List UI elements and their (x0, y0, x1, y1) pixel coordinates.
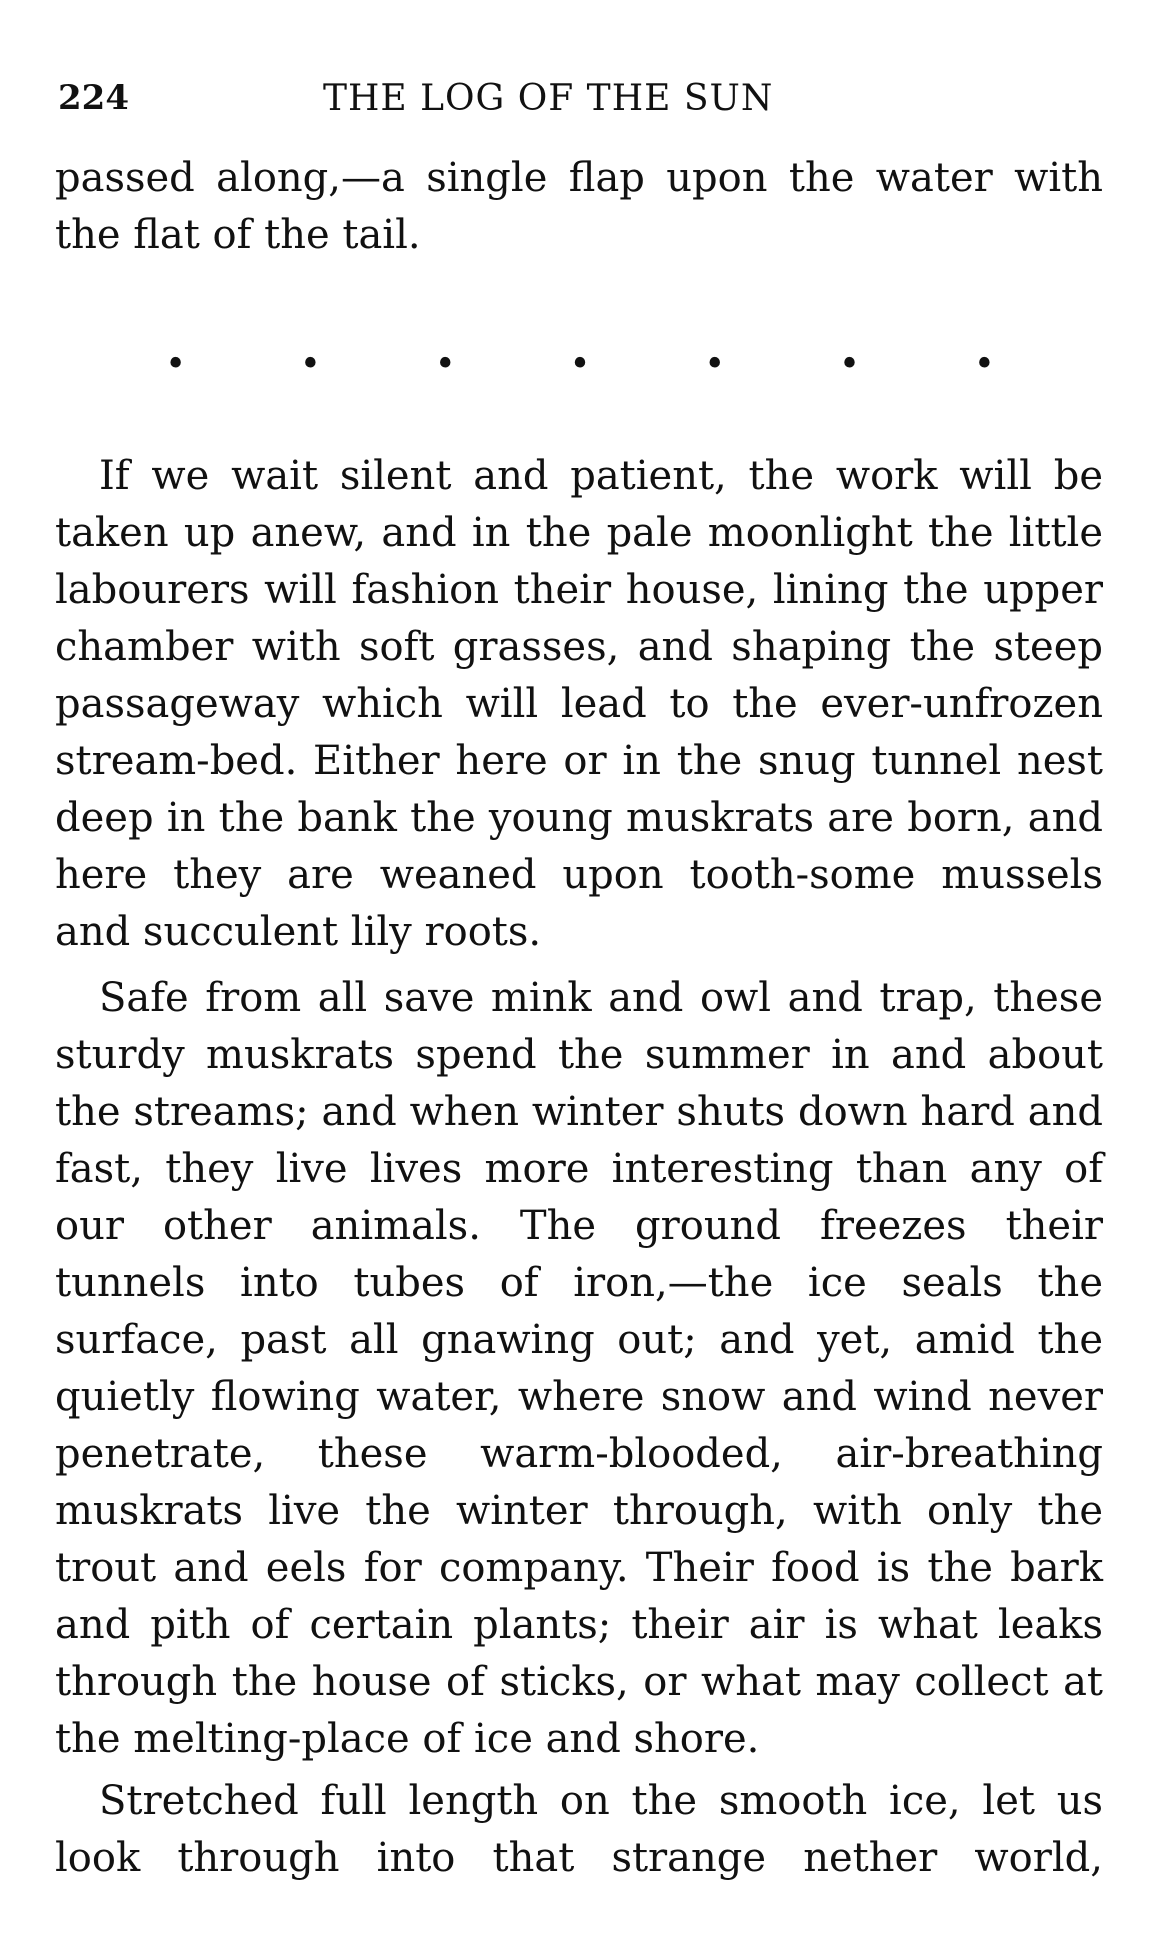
section-dot: • (973, 344, 995, 385)
page-header (58, 78, 1108, 128)
section-break-dots (165, 345, 995, 385)
paragraph-continuation: passed along,—a single flap upon the water with the flat of the tail. (55, 155, 1103, 258)
running-title: THE LOG OF THE SUN (323, 78, 774, 119)
paragraph-muskrat-winter: Safe from all save mink and owl and trap, these sturdy muskrats spend the summer in and about the streams; and when winter shuts down hard and fast, they live lives more interesting than any of our other animals. The ground freezes their tunnels into tubes of iron,—the ice seals the surface, past all gnawing out; and yet, amid the quietly flowing water, where snow and wind never penetrate, these warm-blooded, air-breathing muskrats live the winter through, with only the trout and eels for company. Their food is the bark and pith of certain plants; their air is what leaks through the house of sticks, or what may collect at the melting-place of ice and shore. (55, 975, 1103, 1762)
section-dot: • (299, 344, 322, 385)
section-dot: • (838, 344, 861, 385)
section-dot: • (704, 344, 726, 385)
section-dot: • (569, 344, 591, 385)
paragraph-ice-view: Stretched full length on the smooth ice, let us look through into that strange nether world, (55, 1778, 1103, 1881)
page-number: 224 (58, 78, 129, 118)
section-dot: • (165, 344, 187, 385)
section-dot: • (434, 344, 456, 385)
paragraph-muskrat-house: If we wait silent and patient, the work will be taken up anew, and in the pale moonlight the little labourers will fashion their house, lining the upper chamber with soft grasses, and shaping the steep passageway which will lead to the ever-unfrozen stream-bed. Either here or in the snug tunnel nest deep in the bank the young muskrats are born, and here they are weaned upon tooth-some mussels and succulent lily roots. (55, 453, 1103, 955)
